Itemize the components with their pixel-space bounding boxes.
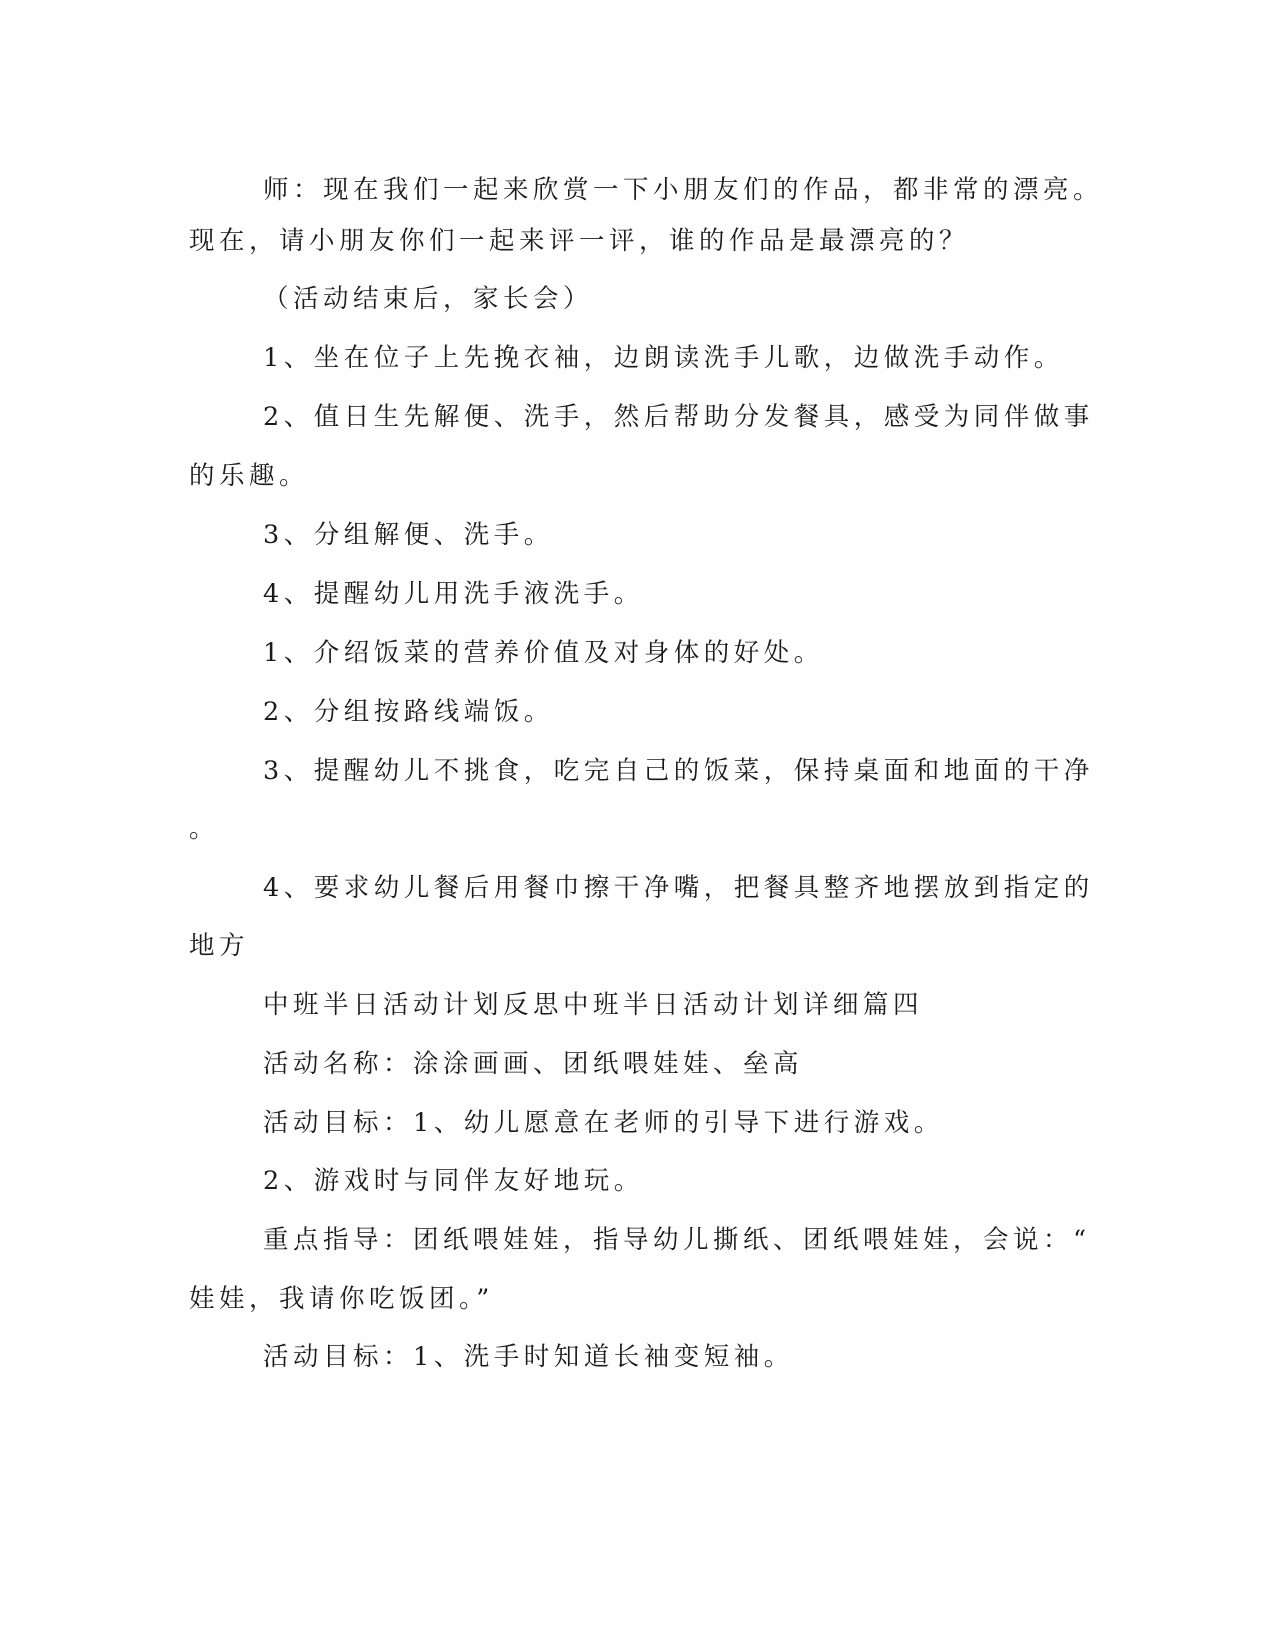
paragraph-line: 1、坐在位子上先挽衣袖，边朗读洗手儿歌，边做洗手动作。	[263, 343, 1064, 373]
paragraph-line: 活动名称：涂涂画画、团纸喂娃娃、垒高	[263, 1049, 804, 1079]
paragraph-line: 活动目标：1、幼儿愿意在老师的引导下进行游戏。	[263, 1108, 944, 1138]
paragraph-line: 2、分组按路线端饭。	[263, 697, 554, 727]
paragraph-line: 4、要求幼儿餐后用餐巾擦干净嘴，把餐具整齐地摆放到指定的	[263, 873, 1094, 903]
paragraph-line: 3、提醒幼儿不挑食，吃完自己的饭菜，保持桌面和地面的干净	[263, 756, 1094, 786]
section-heading: 中班半日活动计划反思中班半日活动计划详细篇四	[263, 990, 924, 1020]
paragraph-line: 2、值日生先解便、洗手，然后帮助分发餐具，感受为同伴做事	[263, 402, 1094, 432]
paragraph-line: 活动目标：1、洗手时知道长袖变短袖。	[263, 1342, 794, 1372]
paragraph-line: 。	[189, 814, 220, 844]
paragraph-line: 师：现在我们一起来欣赏一下小朋友们的作品，都非常的漂亮。	[263, 175, 1104, 205]
paragraph-line: （活动结束后，家长会）	[263, 284, 594, 314]
paragraph-line: 地方	[189, 931, 250, 961]
paragraph-line: 1、介绍饭菜的营养价值及对身体的好处。	[263, 638, 824, 668]
paragraph-line: 2、游戏时与同伴友好地玩。	[263, 1166, 644, 1196]
paragraph-line: 3、分组解便、洗手。	[263, 520, 554, 550]
paragraph-line: 娃娃，我请你吃饭团。”	[189, 1284, 494, 1314]
paragraph-line: 的乐趣。	[189, 461, 310, 491]
paragraph-line: 现在，请小朋友你们一起来评一评，谁的作品是最漂亮的？	[189, 226, 970, 256]
paragraph-line: 重点指导：团纸喂娃娃，指导幼儿撕纸、团纸喂娃娃，会说：“	[263, 1225, 1091, 1255]
paragraph-line: 4、提醒幼儿用洗手液洗手。	[263, 579, 644, 609]
